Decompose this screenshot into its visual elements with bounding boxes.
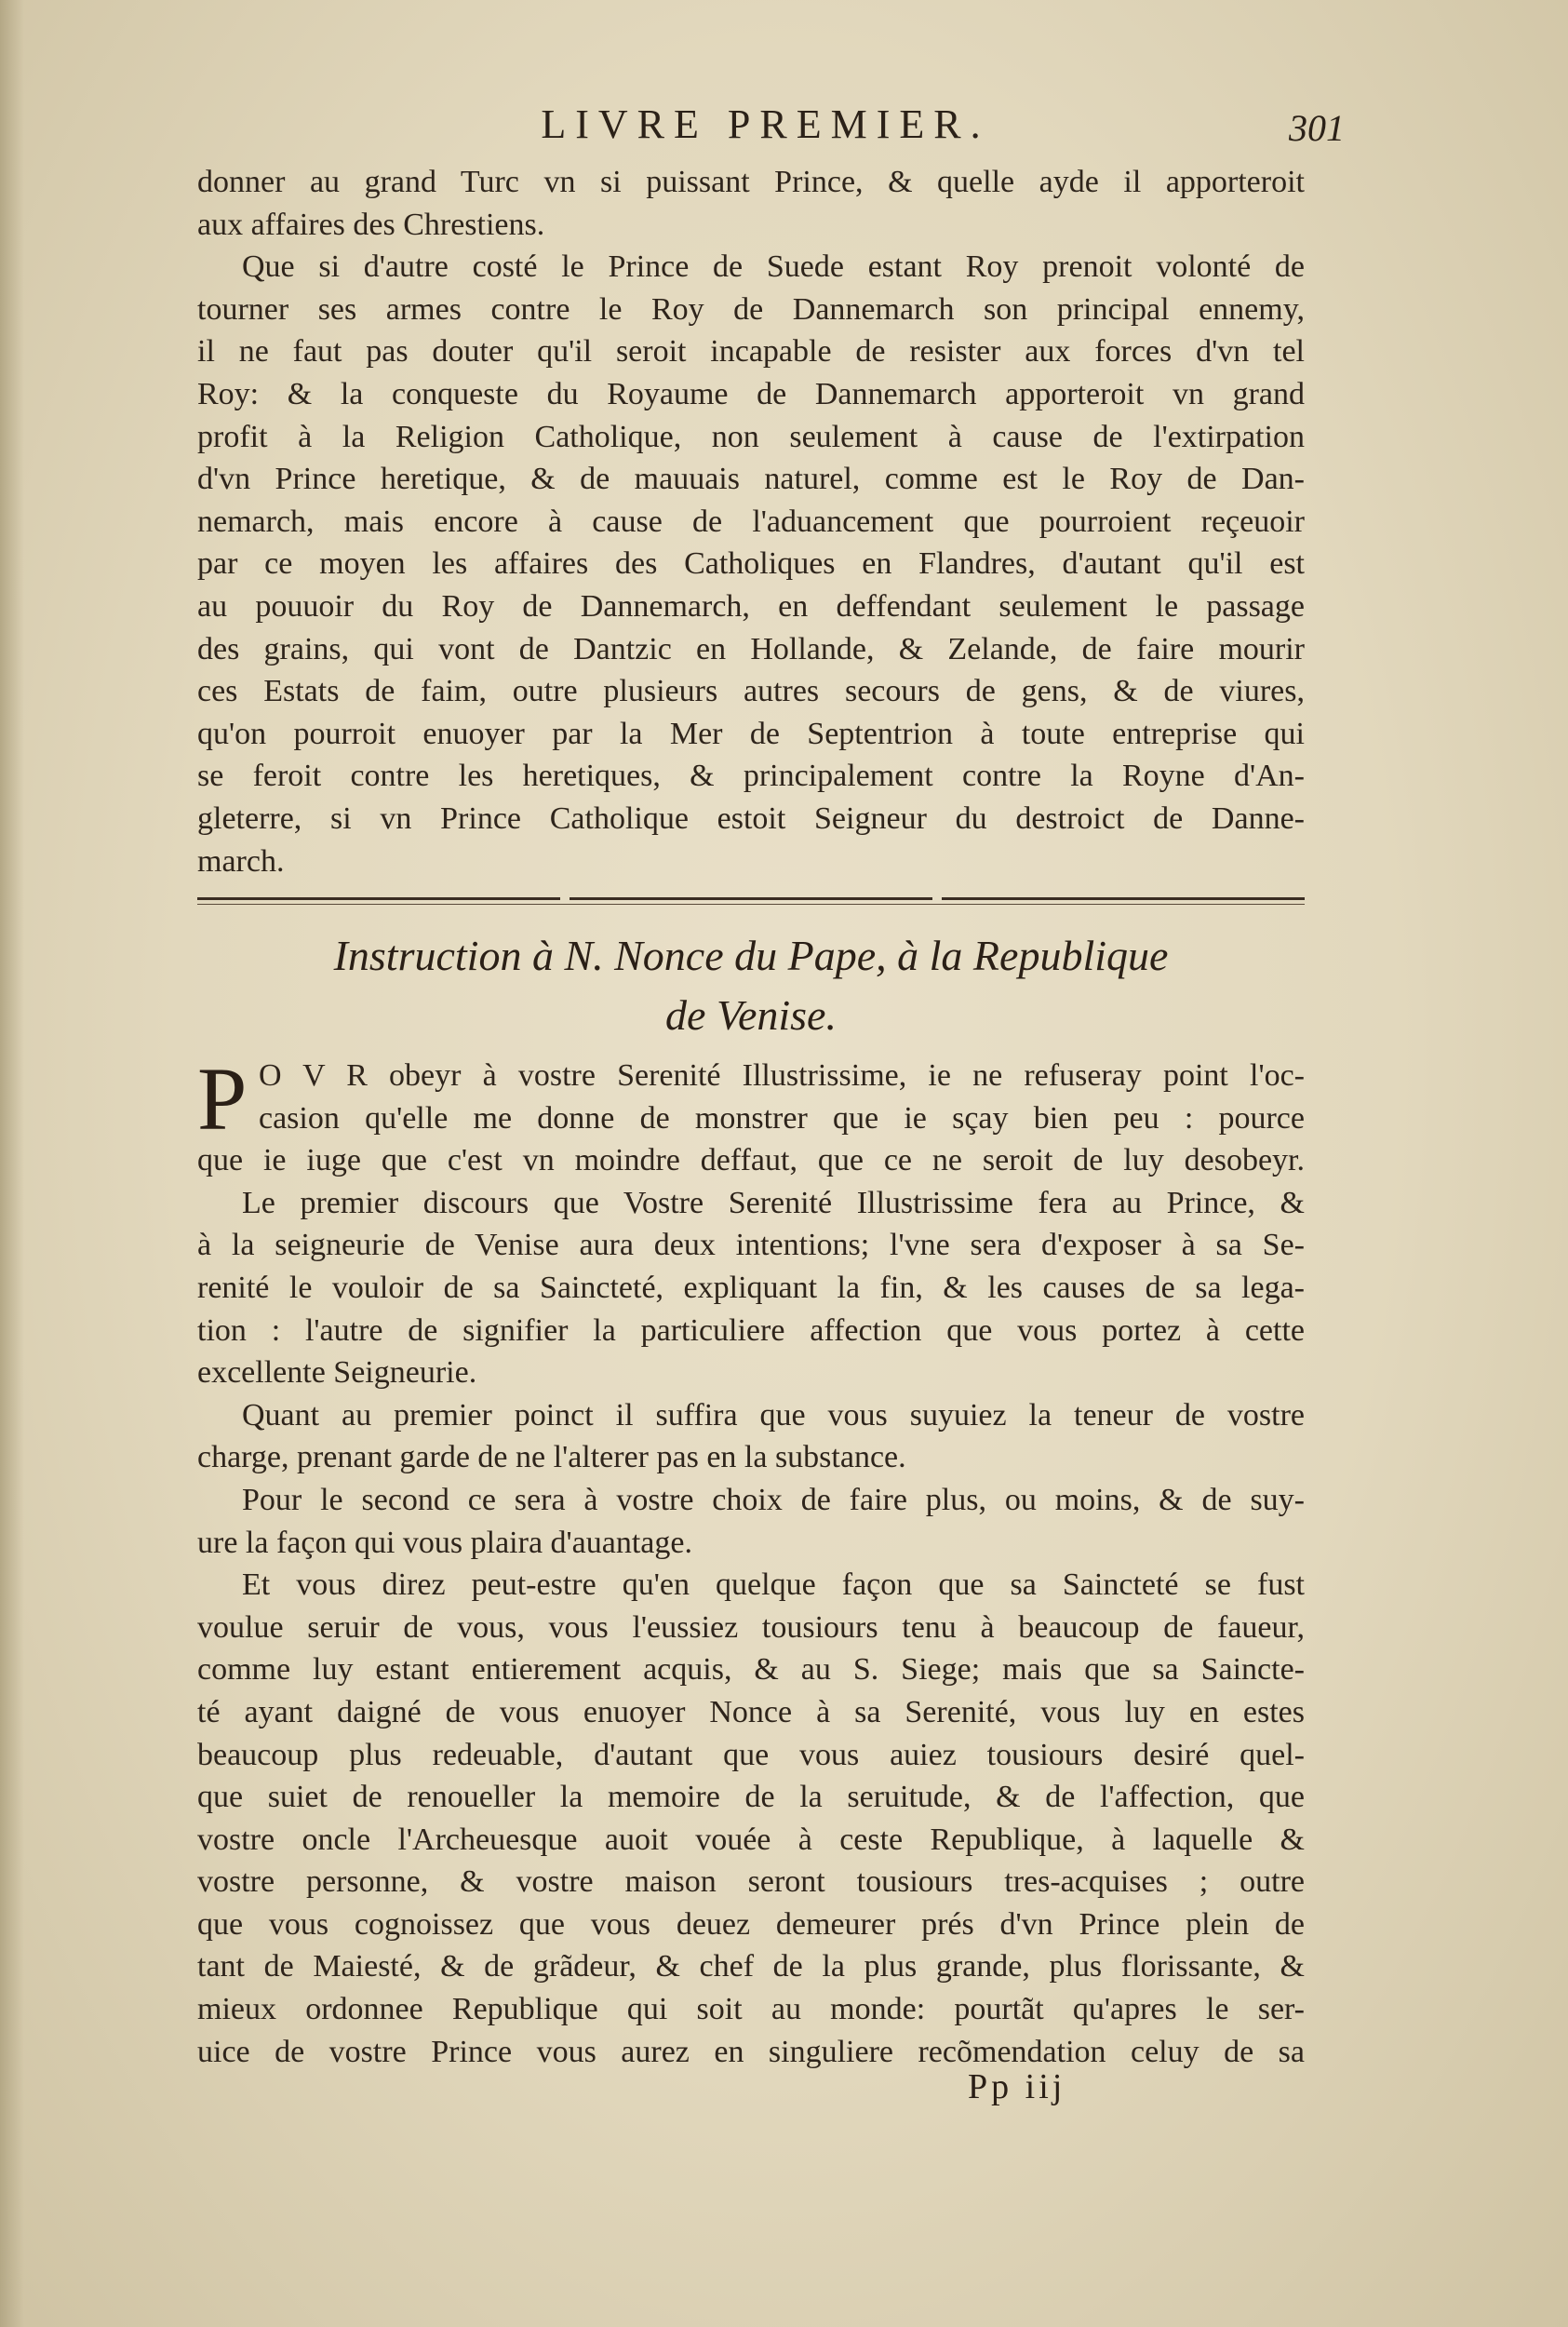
text-line: tion : l'autre de signifier la particuliere affection que vous portez à cette [197, 1312, 1305, 1348]
text-line: des grains, qui vont de Dantzic en Hollande, & Zelande, de faire mourir [197, 631, 1305, 666]
text-line: nemarch, mais encore à cause de l'aduancement que pourroient reçeuoir [197, 504, 1305, 539]
text-line: profit à la Religion Catholique, non seulement à cause de l'extirpation [197, 419, 1305, 454]
text-line: à la seigneurie de Venise aura deux intentions; l'vne sera d'exposer à sa Se- [197, 1228, 1305, 1263]
text-line: excellente Seigneurie. [197, 1355, 477, 1391]
text-line: ces Estats de faim, outre plusieurs autres secours de gens, & de viures, [197, 674, 1305, 709]
text-line: casion qu'elle me donne de monstrer que ie sçay bien peu : pource [259, 1100, 1305, 1136]
text-line: Pour le second ce sera à vostre choix de faire plus, ou moins, & de suy- [242, 1482, 1305, 1517]
heading-line-1: Instruction à N. Nonce du Pape, à la Republique [333, 932, 1169, 979]
text-line: Et vous direz peut-estre qu'en quelque façon que sa Saincteté se fust [242, 1567, 1305, 1603]
text-line: uice de vostre Prince vous aurez en singuliere recõmendation celuy de sa [197, 2034, 1305, 2069]
text-line: march. [197, 843, 285, 879]
signature-mark: Pp iij [968, 2067, 1066, 2106]
text-line: qu'on pourroit enuoyer par la Mer de Septentrion à toute entreprise qui [197, 716, 1305, 751]
text-line: tourner ses armes contre le Roy de Dannemarch son principal ennemy, [197, 291, 1305, 327]
text-line: beaucoup plus redeuable, d'autant que vous auiez tousiours desiré quel- [197, 1737, 1305, 1772]
text-line: aux affaires des Chrestiens. [197, 207, 545, 242]
text-line: Le premier discours que Vostre Serenité Illustrissime fera au Prince, & [242, 1185, 1305, 1220]
text-line: d'vn Prince heretique, & de mauuais naturel, comme est le Roy de Dan- [197, 462, 1305, 497]
text-line: que ie iuge que c'est vn moindre deffaut, que ce ne seroit de luy desobeyr. [197, 1143, 1305, 1178]
text-line: charge, prenant garde de ne l'alterer pas en la substance. [197, 1440, 906, 1475]
text-line: ure la façon qui vous plaira d'auantage. [197, 1525, 692, 1560]
text-line: au pouuoir du Roy de Dannemarch, en deffendant seulement le passage [197, 588, 1305, 624]
text-line: té ayant daigné de vous enuoyer Nonce à sa Serenité, vous luy en estes [197, 1694, 1305, 1729]
text-block-bottom [197, 1049, 1305, 2073]
text-line: par ce moyen les affaires des Catholiques en Flandres, d'autant qu'il est [197, 546, 1305, 582]
text-line: Que si d'autre costé le Prince de Suede estant Roy prenoit volonté de [242, 249, 1305, 285]
text-line: Quant au premier poinct il suffira que vous suyuiez la teneur de vostre [242, 1397, 1305, 1433]
text-block-top [197, 161, 1305, 882]
heading-line-2: de Venise. [665, 991, 837, 1039]
page-number: 301 [1289, 107, 1345, 149]
text-line: donner au grand Turc vn si puissant Prince, & quelle ayde il apporteroit [197, 165, 1305, 199]
text-line: tant de Maiesté, & de grãdeur, & chef de la plus grande, plus florissante, & [197, 1949, 1305, 1984]
text-line: O V R obeyr à vostre Serenité Illustrissime, ie ne refuseray point l'oc- [259, 1058, 1305, 1093]
text-line: comme luy estant entierement acquis, & au S. Siege; mais que sa Saincte- [197, 1652, 1305, 1688]
section-heading [197, 926, 1305, 1045]
section-divider [197, 897, 1305, 905]
text-line: il ne faut pas douter qu'il seroit incapable de resister aux forces d'vn tel [197, 334, 1305, 370]
text-line: renité le vouloir de sa Saincteté, expliquant la fin, & les causes de sa lega- [197, 1270, 1305, 1305]
text-line: que suiet de renoueller la memoire de la seruitude, & de l'affection, que [197, 1780, 1305, 1815]
text-line: voulue seruir de vous, vous l'eussiez tousiours tenu à beaucoup de faueur, [197, 1609, 1305, 1645]
text-line: que vous cognoissez que vous deuez demeurer prés d'vn Prince plein de [197, 1906, 1305, 1942]
text-line: mieux ordonnee Republique qui soit au monde: pourtãt qu'apres le ser- [197, 1992, 1305, 2027]
text-line: Roy: & la conqueste du Royaume de Dannemarch apporteroit vn grand [197, 376, 1305, 411]
running-title: LIVRE PREMIER. [541, 101, 990, 147]
drop-cap: P [197, 1049, 248, 1149]
text-line: vostre oncle l'Archeuesque auoit vouée à ceste Republique, à laquelle & [197, 1822, 1305, 1857]
text-line: se feroit contre les heretiques, & principalement contre la Royne d'An- [197, 759, 1305, 794]
page-header [186, 101, 1345, 156]
text-line: vostre personne, & vostre maison seront tousiours tres-acquises ; outre [197, 1864, 1305, 1900]
text-line: gleterre, si vn Prince Catholique estoit Seigneur du destroict de Danne- [197, 800, 1305, 836]
